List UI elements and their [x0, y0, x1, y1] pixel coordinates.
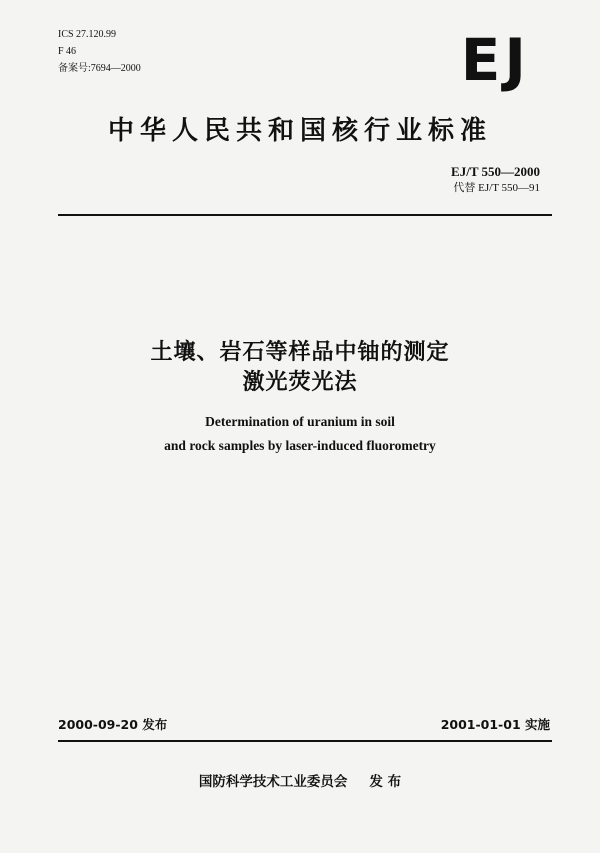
publish-date: 2000-09-20 发布 — [58, 717, 168, 732]
replaces-standard: 代替 EJ/T 550—91 — [453, 182, 540, 194]
header-meta — [58, 26, 141, 77]
issuer-action: 发 布 — [369, 774, 402, 790]
record-number: 备案号:7694—2000 — [58, 63, 141, 74]
bottom-divider — [58, 740, 552, 742]
title-zh-line2: 激光荧光法 — [242, 370, 358, 395]
issuer-name: 国防科学技术工业委员会 — [198, 774, 348, 790]
issuer-line — [0, 773, 600, 791]
title-zh-line1: 土壤、岩石等样品中铀的测定 — [150, 340, 450, 365]
title-en-line2: and rock samples by laser-induced fluorometry — [164, 438, 436, 453]
organization-title: 中华人民共和国核行业标准 — [107, 116, 492, 146]
effective-date: 2001-01-01 实施 — [440, 717, 550, 732]
title-en-line1: Determination of uranium in soil — [205, 414, 395, 429]
top-divider — [58, 214, 552, 216]
classification-code: F 46 — [58, 46, 77, 57]
ej-logo: EJ — [460, 26, 530, 94]
standard-code: EJ/T 550—2000 — [451, 164, 540, 179]
ics-code: ICS 27.120.99 — [58, 29, 117, 40]
